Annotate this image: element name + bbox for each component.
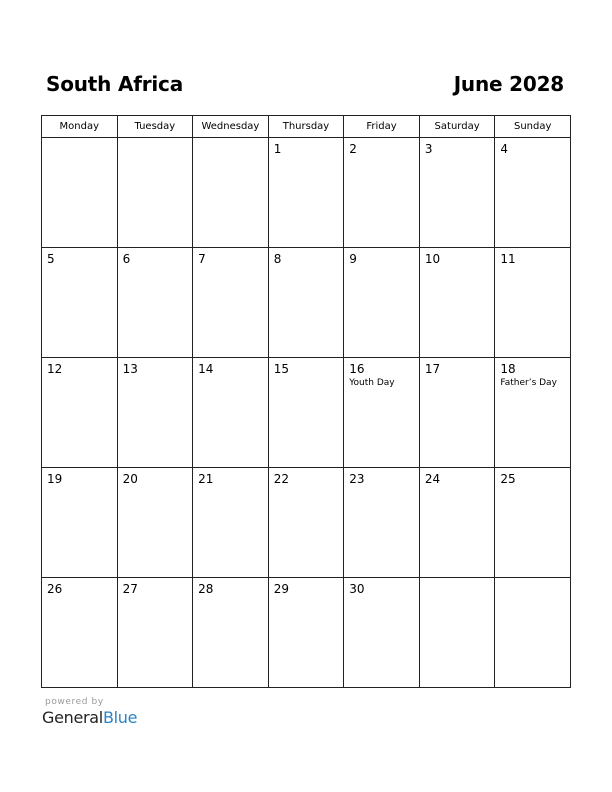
weekday-header: Sunday	[495, 116, 571, 138]
day-cell	[344, 578, 420, 688]
day-number: 18	[500, 362, 516, 376]
weekday-header: Friday	[344, 116, 420, 138]
day-cell	[193, 578, 269, 688]
day-cell	[495, 578, 571, 688]
day-number: 13	[122, 362, 138, 376]
holiday-label: Father’s Day	[500, 378, 557, 388]
day-number: 15	[273, 362, 289, 376]
day-cell	[419, 358, 495, 468]
day-number: 21	[198, 472, 214, 486]
brand-name-part2: Blue	[102, 708, 138, 727]
day-cell	[193, 138, 269, 248]
day-number: 25	[500, 472, 516, 486]
day-cell	[268, 138, 344, 248]
day-cell	[495, 358, 571, 468]
day-cell	[419, 468, 495, 578]
day-cell	[268, 358, 344, 468]
day-number: 11	[500, 252, 516, 266]
weekday-header: Wednesday	[193, 116, 269, 138]
day-number: 4	[500, 142, 509, 156]
day-number: 12	[47, 362, 63, 376]
powered-by-label: powered by	[45, 697, 104, 707]
day-number: 9	[349, 252, 357, 266]
day-cell	[495, 138, 571, 248]
day-cell	[193, 468, 269, 578]
weekday-header: Thursday	[268, 116, 344, 138]
day-cell	[344, 138, 420, 248]
calendar-grid	[41, 115, 571, 688]
day-number: 1	[273, 142, 282, 156]
week-row	[42, 358, 571, 468]
day-number: 2	[349, 142, 357, 156]
day-cell	[268, 468, 344, 578]
weekday-header-row	[42, 116, 571, 138]
day-cell	[42, 248, 118, 358]
day-cell	[117, 468, 193, 578]
day-number: 27	[122, 582, 138, 596]
day-number: 7	[198, 252, 206, 266]
day-number: 3	[424, 142, 433, 156]
day-cell	[344, 248, 420, 358]
day-number: 17	[424, 362, 441, 376]
day-number: 14	[198, 362, 214, 376]
day-number: 22	[273, 472, 289, 486]
week-row	[42, 248, 571, 358]
day-cell	[419, 578, 495, 688]
weekday-header: Monday	[42, 116, 118, 138]
day-number: 24	[424, 472, 441, 486]
brand-name-part1: General	[42, 708, 103, 727]
day-cell	[268, 248, 344, 358]
week-row	[42, 578, 571, 688]
day-number: 23	[349, 472, 365, 486]
day-number: 30	[349, 582, 365, 596]
day-number: 29	[273, 582, 289, 596]
day-cell	[344, 358, 420, 468]
day-number: 5	[47, 252, 55, 266]
day-number: 16	[349, 362, 365, 376]
month-year-title: June 2028	[453, 72, 564, 96]
day-number: 10	[424, 252, 441, 266]
day-cell	[42, 468, 118, 578]
day-cell	[193, 358, 269, 468]
week-row	[42, 468, 571, 578]
day-number: 26	[47, 582, 63, 596]
day-number: 6	[122, 252, 131, 266]
day-number: 28	[198, 582, 214, 596]
day-number: 19	[47, 472, 63, 486]
day-cell	[42, 578, 118, 688]
day-cell	[419, 248, 495, 358]
day-cell	[193, 248, 269, 358]
day-cell	[42, 138, 118, 248]
week-row	[42, 138, 571, 248]
day-cell	[117, 358, 193, 468]
day-number: 20	[122, 472, 138, 486]
day-cell	[495, 468, 571, 578]
day-cell	[117, 138, 193, 248]
day-cell	[42, 358, 118, 468]
day-cell	[495, 248, 571, 358]
day-number: 8	[273, 252, 282, 266]
day-cell	[344, 468, 420, 578]
weekday-header: Tuesday	[117, 116, 193, 138]
generalblue-logo[interactable]	[42, 708, 137, 727]
day-cell	[268, 578, 344, 688]
day-cell	[117, 248, 193, 358]
weekday-header: Saturday	[419, 116, 495, 138]
day-cell	[419, 138, 495, 248]
country-title: South Africa	[46, 72, 183, 96]
day-cell	[117, 578, 193, 688]
holiday-label: Youth Day	[349, 378, 395, 388]
